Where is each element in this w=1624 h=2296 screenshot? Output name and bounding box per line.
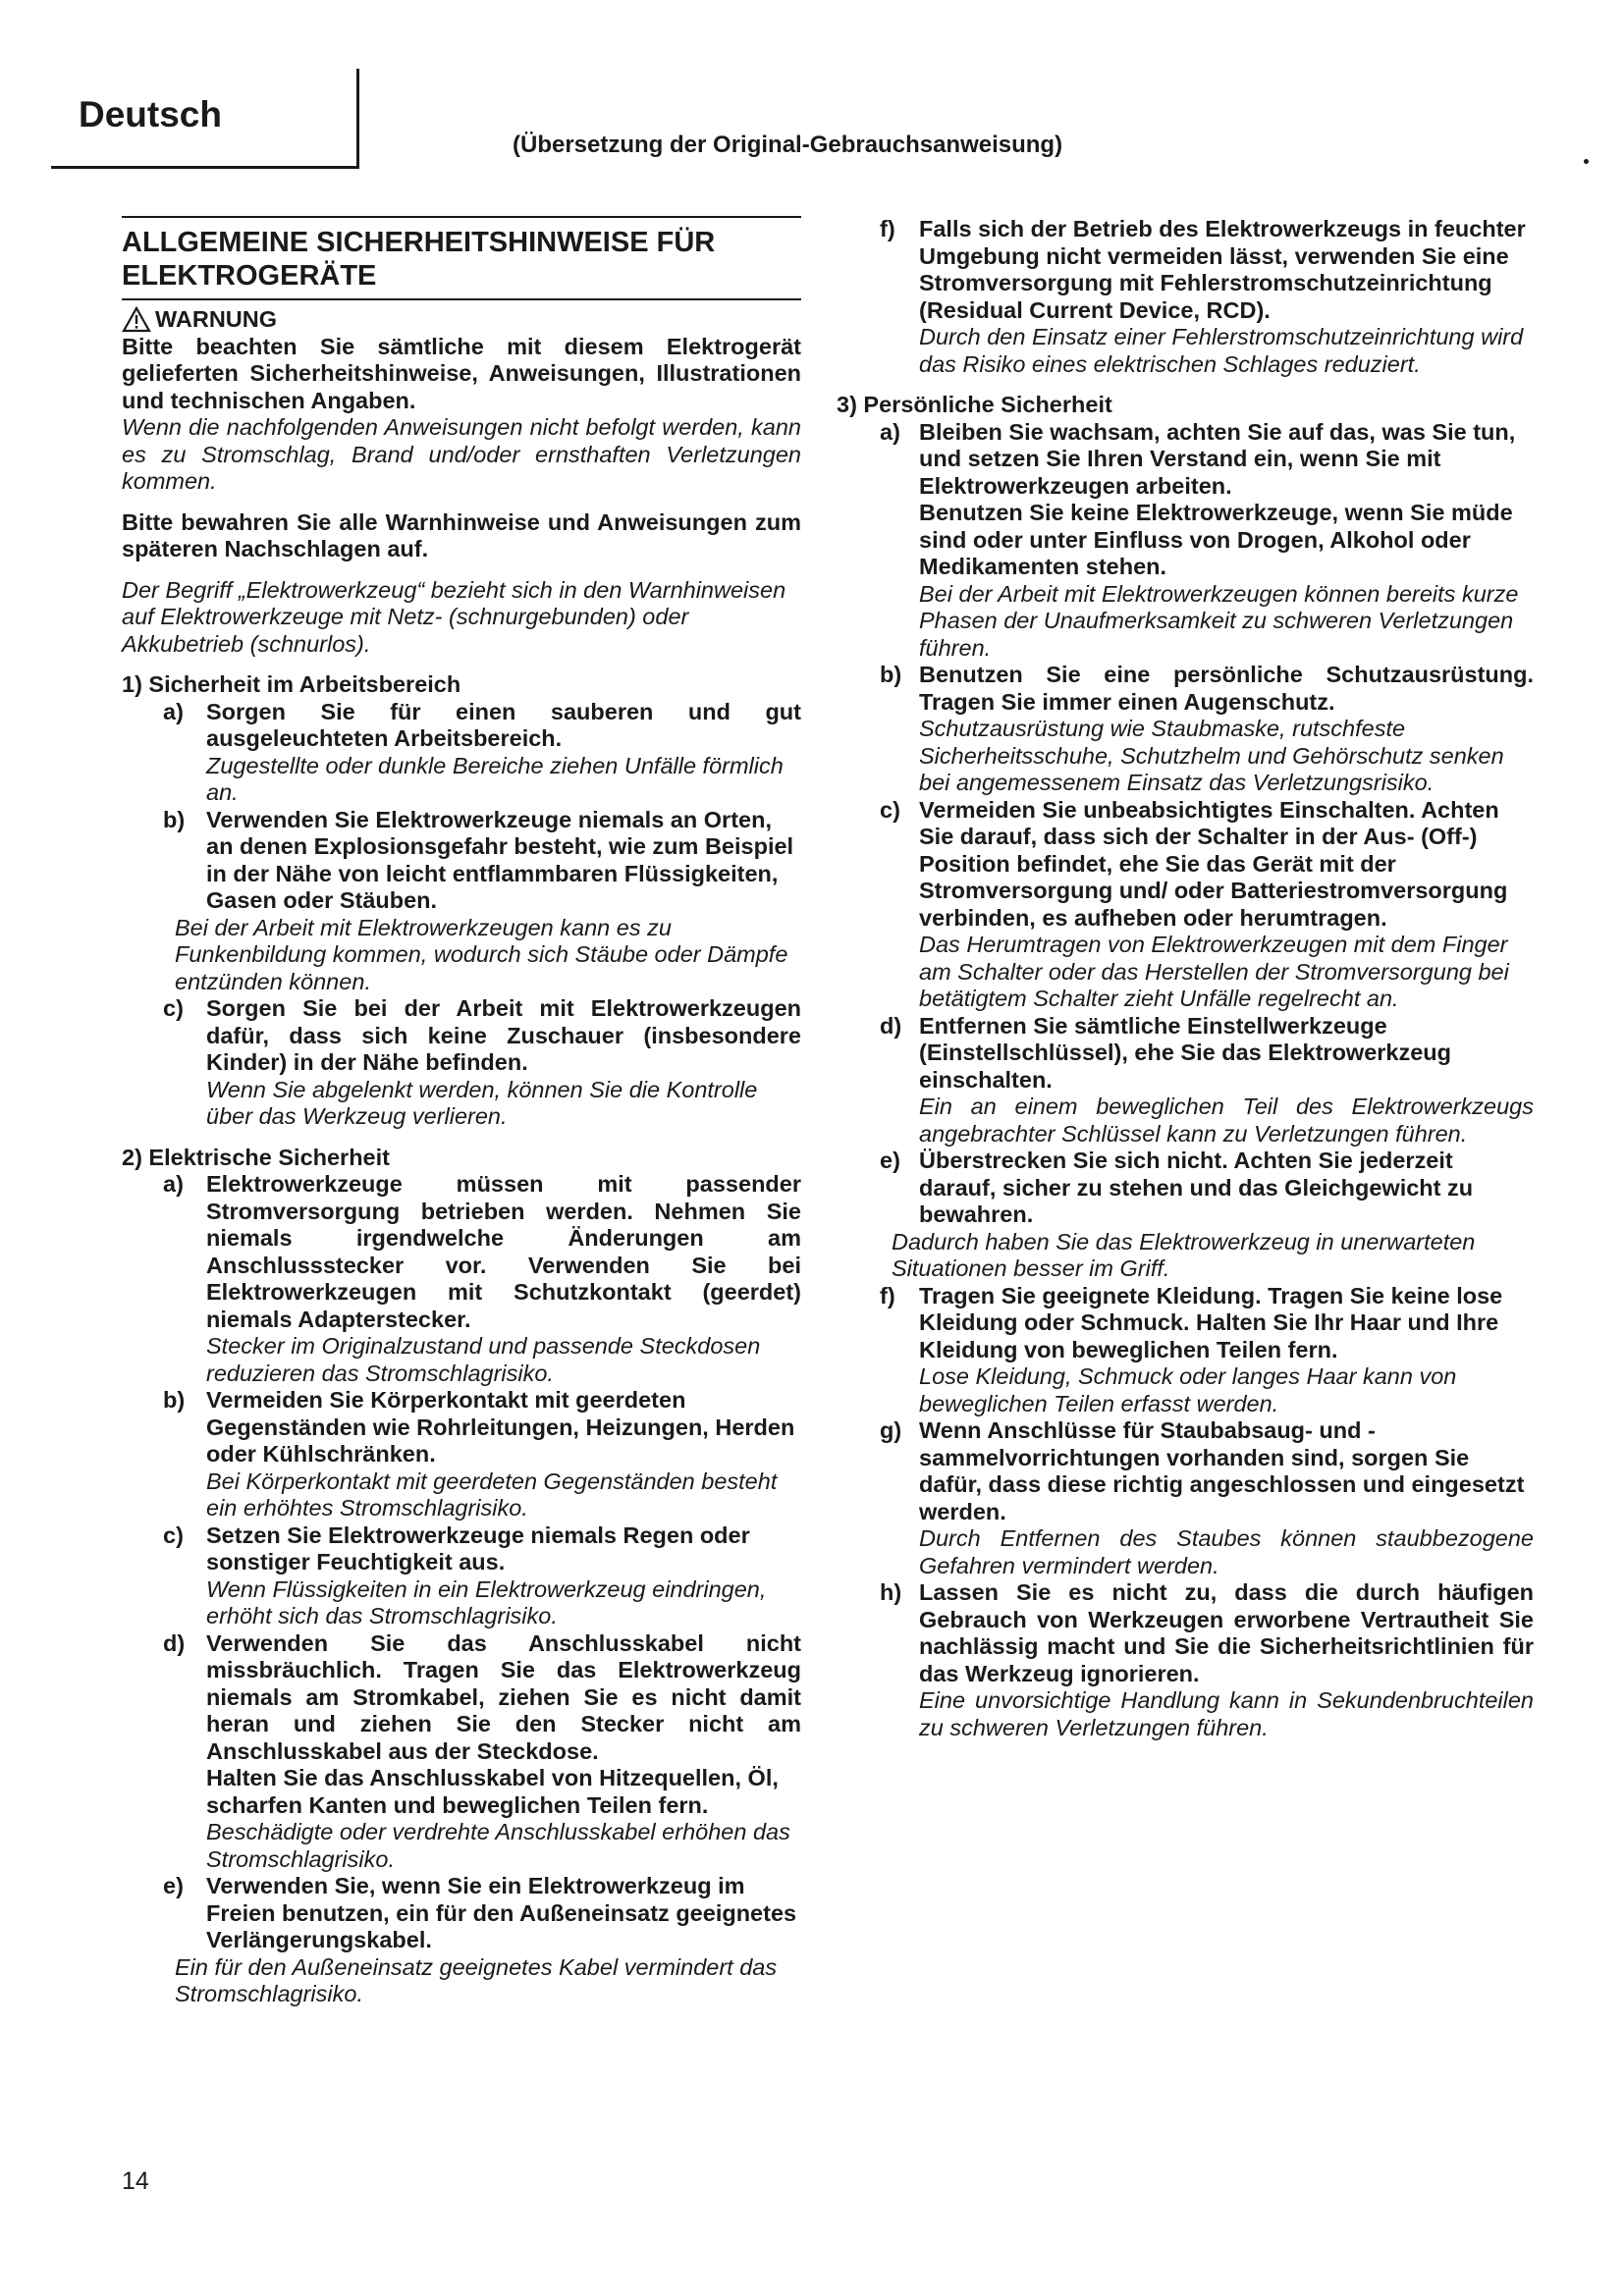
keep-instructions-note: Bitte bewahren Sie alle Warnhinweise und Anweisungen zum späteren Nachschlagen auf. [122,508,801,561]
item-note: Ein für den Außeneinsatz geeignetes Kabel vermindert das Stromschlagrisiko. [175,1953,778,2006]
list-item: f) Falls sich der Betrieb des Elektrowerkzeugs in feuchter Umgebung nicht vermeiden lässt, verwenden Sie eine Stromversorgung mit Fehlerstromschutzeinrichtung (Residual Current Device, RCD). [880,216,1526,323]
list-item: b) Vermeiden Sie Körperkontakt mit geerdeten Gegenständen wie Rohrleitungen, Heizungen, Herden oder Kühlschränken. [163,1387,795,1467]
list-item: e) Überstrecken Sie sich nicht. Achten Sie jederzeit darauf, sicher zu stehen und das Gleichgewicht zu bewahren. [880,1148,1474,1227]
list-item: a) Sorgen Sie für einen sauberen und gut ausgeleuchteten Arbeitsbereich. [163,698,801,751]
section-3-title: 3) Persönliche Sicherheit [837,392,1112,417]
item-note: Bei der Arbeit mit Elektrowerkzeugen kann es zu Funkenbildung kommen, wodurch sich Stäube oder Dämpfe entzünden können. [175,914,788,994]
list-item: a) Bleiben Sie wachsam, achten Sie auf das, was Sie tun, und setzen Sie Ihren Verstand ein, wenn Sie mit Elektrowerkzeugen arbeiten. Benutzen Sie keine Elektrowerkzeuge, wenn Sie müde sind oder unter Einfluss von Drogen, Alkohol oder Medikamenten stehen. [880,418,1516,579]
list-item: h) Lassen Sie es nicht zu, dass die durch häufigen Gebrauch von Werkzeugen erworbene Vertrautheit Sie nachlässig macht und Sie die Sicherheitsrichtlinien für das Werkzeug ignorieren. [880,1579,1534,1686]
list-item: b) Verwenden Sie Elektrowerkzeuge niemals an Orten, an denen Explosionsgefahr besteht, wie zum Beispiel in der Nähe von leicht entflammbaren Flüssigkeiten, Gasen oder Stäuben. [163,806,794,913]
stray-dot [1584,159,1589,164]
page-number: 14 [122,2167,149,2195]
item-note: Wenn Sie abgelenkt werden, können Sie die Kontrolle über das Werkzeug verlieren. [206,1076,758,1129]
term-definition-note: Der Begriff „Elektrowerkzeug“ bezieht sich in den Warnhinweisen auf Elektrowerkzeuge mit Netz- (schnurgebunden) oder Akkubetrieb (schnurlos). [122,576,786,657]
language-label: Deutsch [79,94,222,134]
item-note: Dadurch haben Sie das Elektrowerkzeug in unerwarteten Situationen besser im Griff. [892,1228,1476,1281]
list-item: c) Setzen Sie Elektrowerkzeuge niemals Regen oder sonstiger Feuchtigkeit aus. [163,1522,750,1575]
list-item: a) Elektrowerkzeuge müssen mit passender Stromversorgung betrieben werden. Nehmen Sie niemals irgendwelche Änderungen am Anschlussstecker vor. Verwenden Sie bei Elektrowerkzeugen mit Schutzkontakt (geerdet) niemals Adapterstecker. [163,1171,801,1332]
warning-bold-text: Bitte beachten Sie sämtliche mit diesem Elektrogerät gelieferten Sicherheitshinweise, Anweisungen, Illustrationen und technischen Angaben. [122,333,801,413]
section-2-title: 2) Elektrische Sicherheit [122,1144,390,1170]
warning-label: WARNUNG [155,306,278,332]
item-note: Zugestellte oder dunkle Bereiche ziehen Unfälle förmlich an. [206,752,784,805]
item-note: Bei der Arbeit mit Elektrowerkzeugen können bereits kurze Phasen der Unaufmerksamkeit zu schweren Verletzungen führen. [919,580,1519,661]
list-item: b) Benutzen Sie eine persönliche Schutzausrüstung. Tragen Sie immer einen Augenschutz. [880,662,1534,715]
heading-top-rule [122,216,801,218]
list-item: c) Sorgen Sie bei der Arbeit mit Elektrowerkzeugen dafür, dass sich keine Zuschauer (insbesondere Kinder) in der Nähe befinden. [163,995,801,1075]
item-note: Bei Körperkontakt mit geerdeten Gegenständen besteht ein erhöhtes Stromschlagrisiko. [206,1468,778,1521]
item-note: Das Herumtragen von Elektrowerkzeugen mit dem Finger am Schalter oder das Herstellen der Stromversorgung bei betätigtem Schalter zieht Unfälle regelrecht an. [919,932,1509,1011]
list-item: d) Verwenden Sie das Anschlusskabel nicht missbräuchlich. Tragen Sie das Elektrowerkzeug niemals am Stromkabel, ziehen Sie es nicht damit heran und ziehen Sie den Stecker nicht am Anschlusskabel aus der Steckdose. Halten Sie das Anschlusskabel von Hitzequellen, Öl, scharfen Kanten und beweglichen Teilen fern. [163,1629,801,1818]
list-item: d) Entfernen Sie sämtliche Einstellwerkzeuge (Einstellschlüssel), ehe Sie das Elektrowerkzeug einschalten. [880,1012,1452,1093]
section-1-title: 1) Sicherheit im Arbeitsbereich [122,671,461,697]
heading-bottom-rule [122,298,801,300]
warning-italic-text: Wenn die nachfolgenden Anweisungen nicht befolgt werden, kann es zu Stromschlag, Brand und/oder ernsthaften Verletzungen kommen. [122,414,801,494]
warning-line [122,306,801,334]
left-column [122,216,801,2008]
item-note: Beschädigte oder verdrehte Anschlusskabel erhöhen das Stromschlagrisiko. [206,1819,790,1872]
warning-triangle-icon [122,306,151,333]
list-item: g) Wenn Anschlüsse für Staubabsaug- und -sammelvorrichtungen vorhanden sind, sorgen Sie dafür, dass diese richtig angeschlossen und eingesetzt werden. [880,1417,1525,1524]
item-note: Schutzausrüstung wie Staubmaske, rutschfeste Sicherheitsschuhe, Schutzhelm und Gehörschutz senken bei angemessenem Einsatz das Verletzungsrisiko. [919,716,1504,795]
item-note: Lose Kleidung, Schmuck oder langes Haar kann von beweglichen Teilen erfasst werden. [919,1363,1457,1416]
right-column [837,216,1534,1741]
item-note: Durch den Einsatz einer Fehlerstromschutzeinrichtung wird das Risiko eines elektrischen Schlages reduziert. [919,324,1524,377]
list-item: e) Verwenden Sie, wenn Sie ein Elektrowerkzeug im Freien benutzen, ein für den Außeneinsatz geeignetes Verlängerungskabel. [163,1873,797,1952]
section-heading: ALLGEMEINE SICHERHEITSHINWEISE FÜR ELEKTROGERÄTE [122,227,716,292]
item-note: Stecker im Originalzustand und passende Steckdosen reduzieren das Stromschlagrisiko. [206,1333,761,1386]
item-note: Ein an einem beweglichen Teil des Elektrowerkzeugs angebrachter Schlüssel kann zu Verletzungen führen. [919,1094,1534,1147]
list-item: c) Vermeiden Sie unbeabsichtigtes Einschalten. Achten Sie darauf, dass sich der Schalter in der Aus- (Off-) Position befindet, ehe Sie das Gerät mit der Stromversorgung und/ oder Batteriestromversorgung verbinden, es aufheben oder herumtragen. [880,796,1508,931]
item-note: Eine unvorsichtige Handlung kann in Sekundenbruchteilen zu schweren Verletzungen führen. [919,1687,1534,1740]
item-note: Durch Entfernen des Staubes können staubbezogene Gefahren vermindert werden. [919,1525,1534,1578]
document-subtitle: (Übersetzung der Original-Gebrauchsanweisung) [513,132,1063,158]
list-item: f) Tragen Sie geeignete Kleidung. Tragen Sie keine lose Kleidung oder Schmuck. Halten Sie Ihr Haar und Ihre Kleidung von beweglichen Teilen fern. [880,1282,1503,1362]
item-note: Wenn Flüssigkeiten in ein Elektrowerkzeug eindringen, erhöht sich das Stromschlagrisiko. [206,1575,767,1629]
